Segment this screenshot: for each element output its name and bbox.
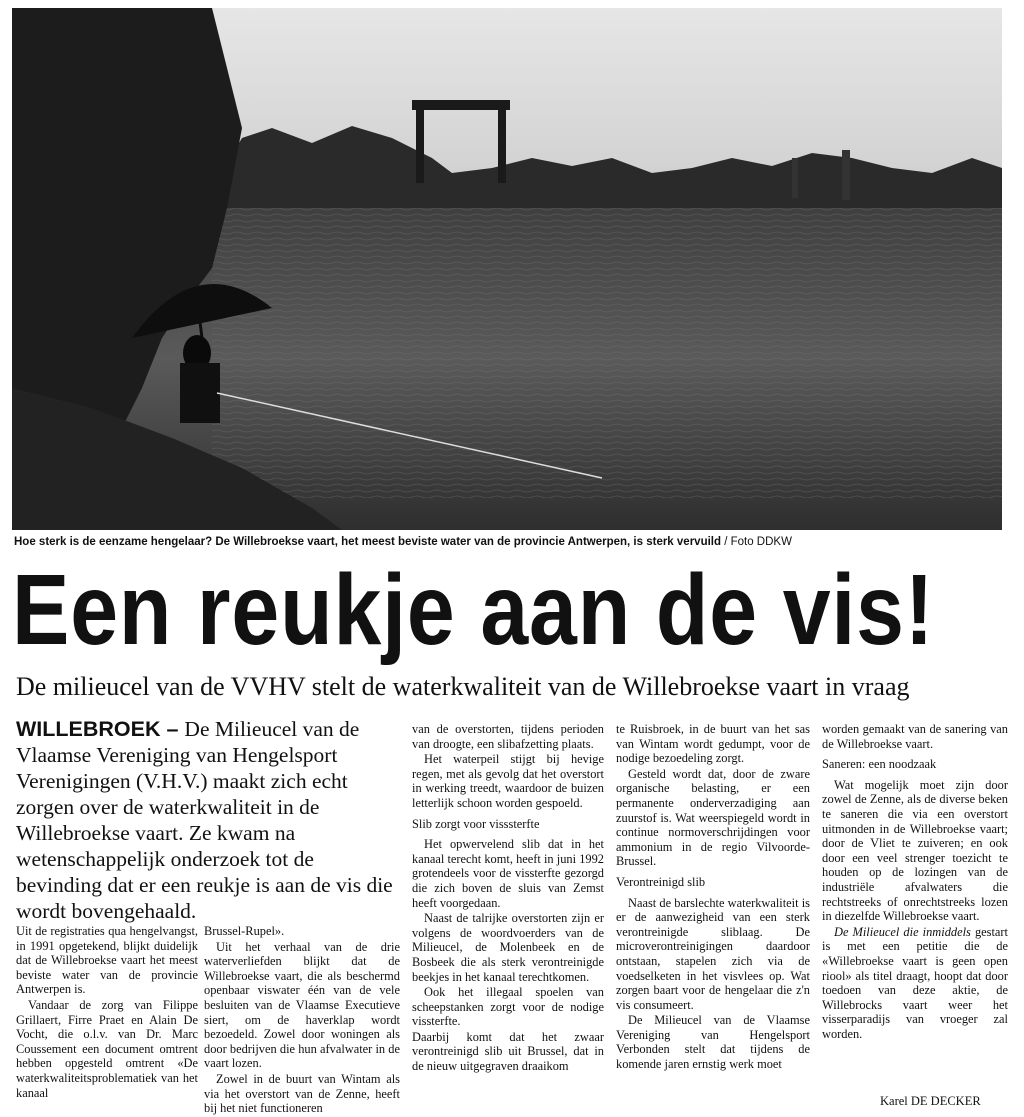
- canal-fishing-photo: [12, 8, 1002, 530]
- caption-text: Hoe sterk is de eenzame hengelaar? De Willebroekse vaart, het meest beviste water van de provincie Antwerpen, is sterk vervuild: [14, 536, 722, 548]
- subheadline: De milieucel van de VVHV stelt de waterkwaliteit van de Willebroekse vaart in vraag: [16, 672, 910, 701]
- column-3: [412, 722, 604, 1075]
- paragraph: Gesteld wordt dat, door de zware organische belasting, er een permanente onderverzadiging aan zuurstof is. Wat weerspiegeld wordt in continue normoverschrijdingen voor ammonium in de regio Vilvoorde-Brussel.: [616, 766, 810, 869]
- paragraph: Zowel in de buurt van Wintam als via het overstort van de Zenne, heeft bij het niet functioneren: [204, 1071, 400, 1116]
- caption-credit: / Foto DDKW: [721, 536, 792, 548]
- section-heading: Slib zorgt voor visssterfte: [412, 816, 540, 831]
- photo-icon: [12, 8, 1002, 530]
- headline: Een reukje aan de vis!: [12, 554, 935, 666]
- paragraph: Vandaar de zorg van Filippe Grillaert, Firre Praet en Alain De Vocht, die o.l.v. van Dr. Marc Coussement een document omtrent hebben opgesteld omtrent «De waterkwaliteitsproblematiek van het kanaal: [16, 997, 198, 1100]
- paragraph: De Milieucel van de Vlaamse Vereniging van Hengelsport Verbonden stelt dat tijdens de komende jaren ernstig werk moet: [616, 1013, 810, 1072]
- photo-caption: [14, 536, 1004, 548]
- paragraph: Naast de talrijke overstorten zijn er volgens de woordvoerders van de Milieucel, de Molenbeek en de Bosbeek die als sterk verontreinigde beekjes in het kanaal terechtkomen.: [412, 911, 604, 984]
- paragraph: Ook het illegaal spoelen van scheepstanken zorgt voor de nodige vissterfte.: [412, 985, 604, 1029]
- section-heading: Verontreinigd slib: [616, 874, 706, 889]
- byline: Karel DE DECKER: [880, 1094, 981, 1108]
- paragraph: Brussel-Rupel».: [204, 924, 285, 938]
- paragraph: Uit het verhaal van de drie waterverliefden blijkt dat de Willebroekse vaart, die als beschermd openbaar viswater één van de vele besluiten van de Vlaamse Executieve siert, om de haverklap wordt bezoedeld. Zowel door woningen als door bedrijven die hun afvalwater in de vaart lozen.: [204, 939, 400, 1071]
- column-2: [204, 924, 400, 1117]
- paragraph: van de overstorten, tijdens perioden van droogte, een slibafzetting plaats.: [412, 722, 604, 751]
- paragraph: Het waterpeil stijgt bij hevige regen, met als gevolg dat het overstort in werking treedt, waardoor de buizen letterlijk schoon worden gespoeld.: [412, 752, 604, 810]
- paragraph: Naast de barslechte waterkwaliteit is er de aanwezigheid van een sterk verontreinigde sliblaag. De microverontreinigingen daardoor ontstaan, stapelen zich via de voedselketen in het visvlees op. Wat zorgen baart voor de hengelaar die z'n vis consumeert.: [616, 895, 810, 1012]
- paragraph: Wat mogelijk moet zijn door zowel de Zenne, als de diverse beken te saneren die via een overstort uitmonden in de Willebroekse vaart; door de Vliet te zuiveren; en ook door een veel strenger toezicht te houden op de lozingen van de industriële afvalwaters die rechtstreeks of onrechtstreeks lozen in diezelfde Willebroekse vaart.: [822, 777, 1008, 924]
- dateline: WILLEBROEK –: [16, 717, 185, 741]
- paragraph: worden gemaakt van de sanering van de Willebroekse vaart.: [822, 722, 1008, 751]
- paragraph: Uit de registraties qua hengelvangst, in 1991 opgetekend, blijkt duidelijk dat de Willebroekse vaart het meest beviste water van de provincie Antwerpen is.: [16, 924, 198, 997]
- section-heading: Saneren: een noodzaak: [822, 757, 937, 772]
- paragraph: [822, 925, 1008, 1042]
- paragraph: Daarbij komt dat het zwaar verontreinigd slib uit Brussel, dat in de nieuw uitgegraven draaikom: [412, 1029, 604, 1074]
- paragraph-rest: gestart is met een petitie die de «Willebroekse vaart is geen open riool» als titel draagt, hoopt dat door toedoen van deze aktie, de Willebrocks vaart weer het visserparadijs van vroeger zal worden.: [822, 924, 1008, 1041]
- italic-lead: De Milieucel die inmiddels: [834, 924, 971, 939]
- column-4: [616, 722, 810, 1073]
- paragraph: Het opwervelend slib dat in het kanaal terecht komt, heeft in juni 1992 grotendeels voor de vissterfte gezorgd die zich boven de sluis van Zemst heeft voorgedaan.: [412, 837, 604, 910]
- column-1: [16, 924, 198, 1101]
- paragraph: te Ruisbroek, in de buurt van het sas van Wintam wordt gedumpt, voor de nodige bezoedeling zorgt.: [616, 722, 810, 766]
- lead-text: De Milieucel van de Vlaamse Vereniging van Hengelsport Verenigingen (V.H.V.) maakt zich echt zorgen over de waterkwaliteit in de Willebroekse vaart. Ze kwam na wetenschappelijk onderzoek tot de bevinding dat er een reukje is aan de vis die wordt bovengehaald.: [16, 717, 393, 923]
- column-5: [822, 722, 1008, 1042]
- lead-paragraph: [16, 716, 400, 924]
